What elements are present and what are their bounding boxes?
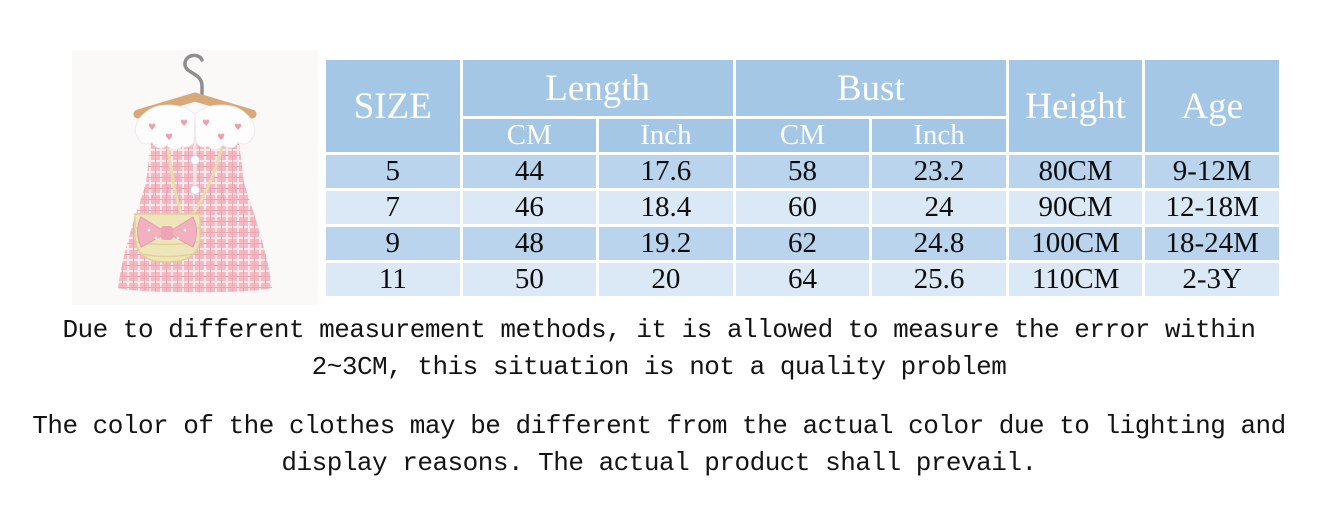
measurement-note-line2: 2~3CM, this situation is not a quality problem	[311, 352, 1007, 382]
straw-bag	[135, 214, 200, 262]
size-chart-table	[323, 57, 1282, 299]
table-row	[325, 154, 1281, 190]
bust-cm-cell: 62	[734, 226, 871, 262]
measurement-note	[0, 312, 1318, 386]
table-row	[325, 226, 1281, 262]
color-note-line2: display reasons. The actual product shall prevail.	[281, 448, 1037, 478]
length-cm-cell: 48	[461, 226, 598, 262]
length-inch-cell: 17.6	[598, 154, 735, 190]
col-subheader-bust-cm: CM	[734, 118, 871, 154]
height-cell: 90CM	[1007, 190, 1144, 226]
height-cell: 110CM	[1007, 262, 1144, 298]
col-header-age: Age	[1144, 59, 1281, 154]
col-subheader-length-cm: CM	[461, 118, 598, 154]
svg-text:♥: ♥	[233, 123, 243, 133]
size-cell: 11	[325, 262, 462, 298]
col-subheader-bust-inch: Inch	[871, 118, 1008, 154]
table-row	[325, 262, 1281, 298]
bust-inch-cell: 25.6	[871, 262, 1008, 298]
size-cell: 5	[325, 154, 462, 190]
length-cm-cell: 44	[461, 154, 598, 190]
svg-text:♥: ♥	[147, 123, 157, 133]
col-header-size: SIZE	[325, 59, 462, 154]
product-photo	[72, 50, 318, 305]
age-cell: 2-3Y	[1144, 262, 1281, 298]
age-cell: 12-18M	[1144, 190, 1281, 226]
col-header-length: Length	[461, 59, 734, 118]
bust-inch-cell: 24.8	[871, 226, 1008, 262]
col-subheader-length-inch: Inch	[598, 118, 735, 154]
length-inch-cell: 19.2	[598, 226, 735, 262]
col-header-bust: Bust	[734, 59, 1007, 118]
color-note-line1: The color of the clothes may be different from the actual color due to lighting and	[32, 411, 1286, 441]
bust-inch-cell: 24	[871, 190, 1008, 226]
bust-cm-cell: 64	[734, 262, 871, 298]
color-note	[0, 408, 1318, 482]
svg-text:♥: ♥	[164, 133, 174, 143]
length-cm-cell: 46	[461, 190, 598, 226]
age-cell: 18-24M	[1144, 226, 1281, 262]
length-inch-cell: 18.4	[598, 190, 735, 226]
length-cm-cell: 50	[461, 262, 598, 298]
size-cell: 9	[325, 226, 462, 262]
age-cell: 9-12M	[1144, 154, 1281, 190]
svg-text:♥: ♥	[216, 133, 226, 143]
baby-dress-illustration	[72, 50, 318, 305]
height-cell: 100CM	[1007, 226, 1144, 262]
height-cell: 80CM	[1007, 154, 1144, 190]
length-inch-cell: 20	[598, 262, 735, 298]
size-cell: 7	[325, 190, 462, 226]
col-header-height: Height	[1007, 59, 1144, 154]
table-row	[325, 190, 1281, 226]
measurement-note-line1: Due to different measurement methods, it is allowed to measure the error within	[62, 315, 1256, 345]
svg-text:♥: ♥	[201, 119, 211, 129]
bust-inch-cell: 23.2	[871, 154, 1008, 190]
bust-cm-cell: 60	[734, 190, 871, 226]
bust-cm-cell: 58	[734, 154, 871, 190]
svg-text:♥: ♥	[179, 119, 189, 129]
